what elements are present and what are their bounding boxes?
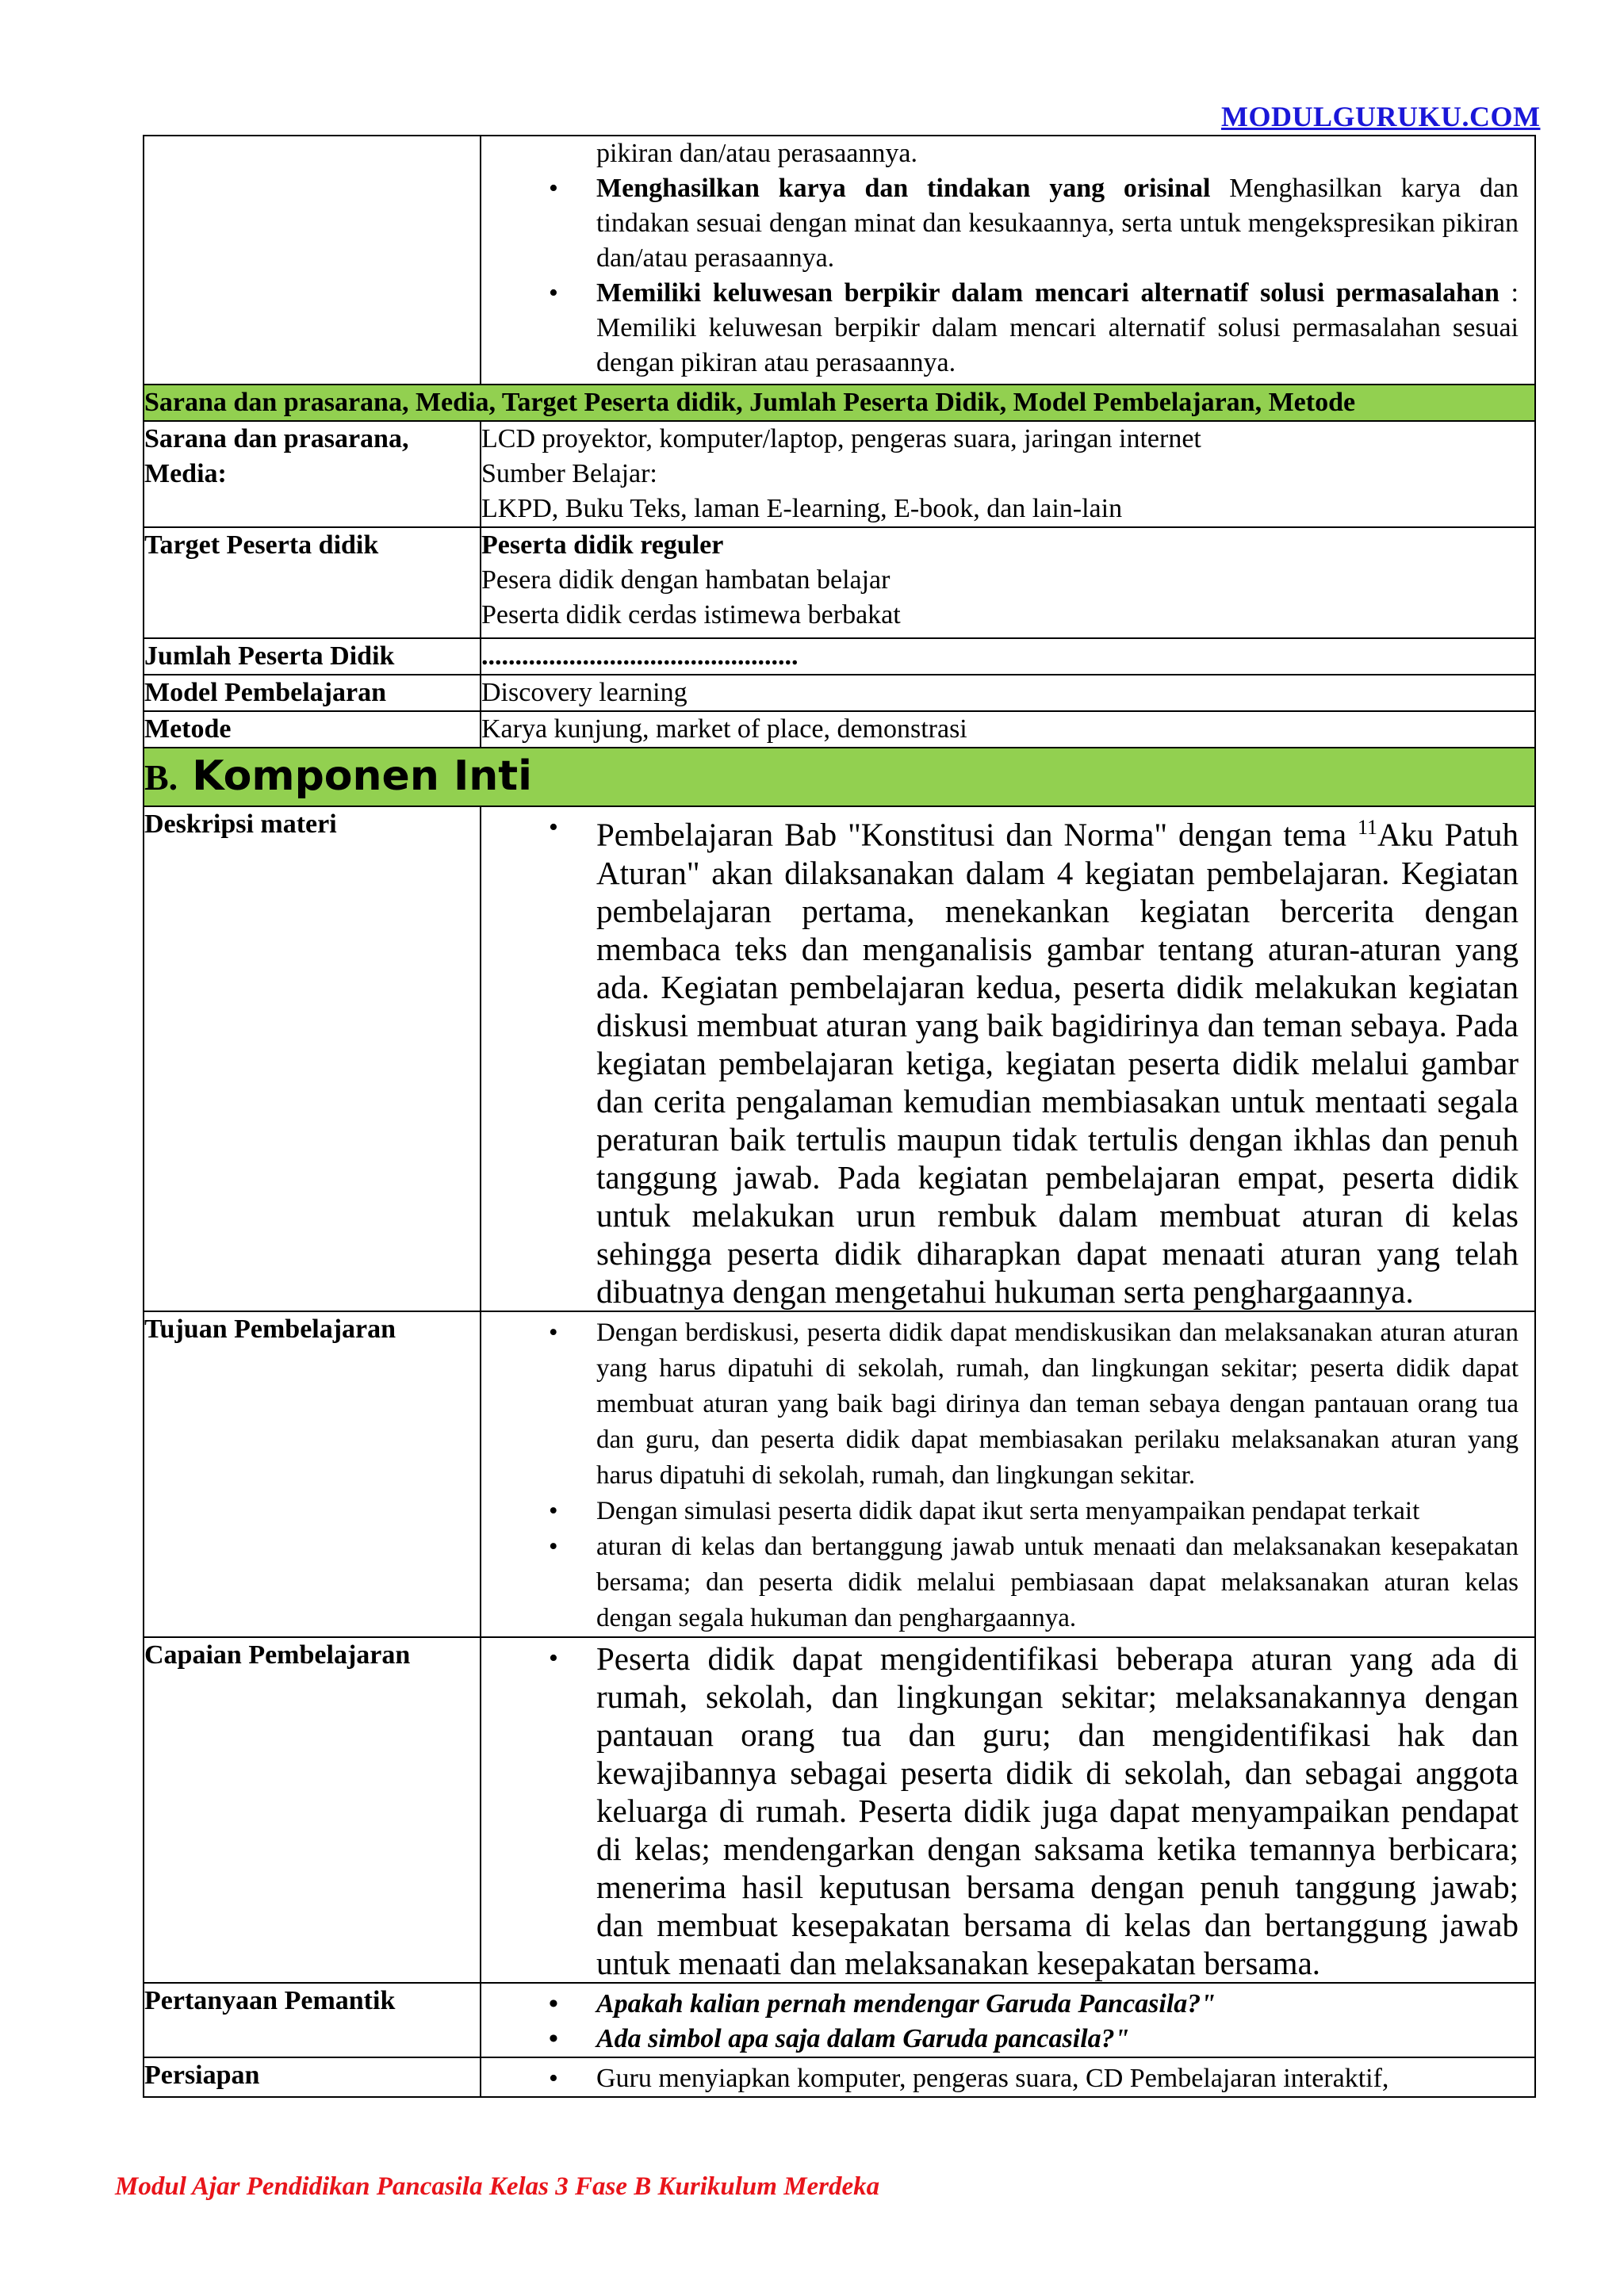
question-text: Ada simbol apa saja dalam Garuda pancasila?" — [596, 2023, 1130, 2053]
row-label-target: Target Peserta didik — [144, 527, 481, 638]
deskripsi-text-a: Pembelajaran Bab "Konstitusi dan Norma" dengan tema — [596, 816, 1358, 853]
section-letter: B. — [144, 757, 178, 798]
capaian-text: Peserta didik dapat mengidentifikasi beberapa aturan yang ada di rumah, sekolah, dan lingkungan sekitar; melaksanakannya dengan pantauan orang tua dan guru; dan mengidentifikasi hak dan kewajibannya sebagai peserta didik di sekolah, dan sebagai anggota keluarga di rumah. Peserta didik juga dapat menyampaikan pendapat di kelas; mendengarkan dengan saksama ketika temannya berbicara; menerima hasil keputusan bersama dengan penuh tanggung jawab; dan membuat kesepakatan bersama di kelas dan bertanggung jawab untuk menaati dan melaksanakan kesepakatan bersama. — [596, 1640, 1519, 1981]
bullet-text: Dengan simulasi peserta didik dapat ikut serta menyampaikan pendapat terkait — [596, 1496, 1420, 1525]
continued-content-cell — [481, 136, 1535, 385]
list-item — [481, 2061, 1534, 2096]
bullet-text: : Memiliki keluwesan berpikir dalam mencari alternatif solusi permasalahan sesuai dengan pikiran atau perasaannya. — [596, 278, 1519, 377]
table-row — [144, 2057, 1535, 2097]
row-label-model: Model Pembelajaran — [144, 675, 481, 711]
continued-line: pikiran dan/atau perasaannya. — [596, 139, 917, 168]
row-value-metode: Karya kunjung, market of place, demonstrasi — [481, 711, 1535, 748]
bullet-icon: • — [549, 174, 558, 203]
list-item — [481, 809, 1534, 1311]
section-a-header: Sarana dan prasarana, Media, Target Peserta didik, Jumlah Peserta Didik, Model Pembelajaran, Metode — [144, 385, 1535, 421]
row-value-tujuan — [481, 1311, 1535, 1637]
text-line: Sumber Belajar: — [481, 459, 657, 488]
row-value-persiapan — [481, 2057, 1535, 2097]
list-item — [481, 171, 1534, 276]
section-title: Komponen Inti — [192, 752, 532, 800]
list-item — [481, 1529, 1534, 1636]
table-row — [144, 1637, 1535, 1983]
table-row — [144, 421, 1535, 527]
continued-label-cell — [144, 136, 481, 385]
text-line: LCD proyektor, komputer/laptop, pengeras suara, jaringan internet — [481, 424, 1201, 453]
row-label-tujuan: Tujuan Pembelajaran — [144, 1311, 481, 1637]
bullet-icon: • — [549, 1318, 558, 1347]
text-line: Peserta didik cerdas istimewa berbakat — [481, 600, 901, 629]
table-row — [144, 675, 1535, 711]
table-row — [144, 638, 1535, 675]
bullet-icon: • — [549, 813, 558, 842]
list-item — [481, 1315, 1534, 1494]
row-value-target — [481, 527, 1535, 638]
bullet-text: aturan di kelas dan bertanggung jawab untuk menaati dan melaksanakan kesepakatan bersama; dan peserta didik melalui pembiasaan dapat melaksanakan aturan kelas dengan segala hukuman dan penghargaannya. — [596, 1532, 1519, 1632]
module-table — [143, 135, 1536, 2098]
bullet-text: Dengan berdiskusi, peserta didik dapat mendiskusikan dan melaksanakan aturan aturan yang harus dipatuhi di sekolah, rumah, dan lingkungan sekitar; peserta didik dapat membuat aturan yang baik bagi dirinya dan teman sebaya dengan pantauan orang tua dan guru, dan peserta didik dapat membiasakan perilaku melaksanakan aturan yang harus dipatuhi di sekolah, rumah, dan lingkungan sekitar. — [596, 1318, 1519, 1490]
row-value-deskripsi — [481, 806, 1535, 1311]
row-value-pemantik — [481, 1983, 1535, 2057]
list-item — [481, 1640, 1534, 1982]
bullet-icon: • — [549, 1496, 558, 1525]
bullet-icon: • — [549, 278, 558, 308]
row-value-sarana — [481, 421, 1535, 527]
row-value-jumlah: ............................................... — [481, 638, 1535, 675]
row-label-jumlah: Jumlah Peserta Didik — [144, 638, 481, 675]
site-link[interactable]: MODULGURUKU.COM — [1221, 101, 1541, 132]
bullet-bold: Memiliki keluwesan berpikir dalam mencari alternatif solusi permasalahan — [596, 278, 1500, 308]
row-label-sarana: Sarana dan prasarana, Media: — [144, 421, 481, 527]
bullet-bold: Menghasilkan karya dan tindakan yang orisinal — [596, 174, 1211, 203]
superscript: 11 — [1358, 816, 1378, 839]
row-value-model: Discovery learning — [481, 675, 1535, 711]
bullet-icon: • — [549, 1532, 558, 1561]
text-line: LKPD, Buku Teks, laman E-learning, E-book, dan lain-lain — [481, 494, 1123, 523]
list-item — [481, 276, 1534, 381]
section-a-header-row — [144, 385, 1535, 421]
bullet-icon: • — [549, 2063, 558, 2093]
text-line: Pesera didik dengan hambatan belajar — [481, 565, 891, 595]
row-label-capaian: Capaian Pembelajaran — [144, 1637, 481, 1983]
row-label-persiapan: Persiapan — [144, 2057, 481, 2097]
bullet-text: Guru menyiapkan komputer, pengeras suara, CD Pembelajaran interaktif, — [596, 2063, 1389, 2093]
list-item — [481, 2022, 1534, 2057]
row-label-pemantik: Pertanyaan Pemantik — [144, 1983, 481, 2057]
question-text: Apakah kalian pernah mendengar Garuda Pancasila?" — [596, 1988, 1216, 2019]
page-footer: Modul Ajar Pendidikan Pancasila Kelas 3 Fase B Kurikulum Merdeka — [115, 2172, 880, 2201]
list-item — [481, 1494, 1534, 1529]
bullet-text: Menghasilkan karya dan tindakan sesuai dengan minat dan kesukaannya, serta untuk mengekspresikan pikiran dan/atau perasaannya. — [596, 174, 1519, 273]
row-label-metode: Metode — [144, 711, 481, 748]
row-value-capaian — [481, 1637, 1535, 1983]
deskripsi-text-b: Aku Patuh Aturan" akan dilaksanakan dalam 4 kegiatan pembelajaran. Kegiatan pembelajaran pertama, menekankan kegiatan bercerita dengan membaca teks dan menganalisis gambar tentang aturan-aturan yang ada. Kegiatan pembelajaran kedua, peserta didik melakukan kegiatan diskusi membuat aturan yang baik bagidirinya dan teman sebaya. Pada kegiatan pembelajaran ketiga, kegiatan peserta didik melalui gambar dan cerita pengalaman kemudian membiasakan untuk mentaati segala peraturan baik tertulis maupun tidak tertulis dengan ikhlas dan penuh tanggung jawab. Pada kegiatan pembelajaran empat, peserta didik untuk melakukan urun rembuk dalam membuat aturan di kelas sehingga peserta didik diharapkan dapat menaati aturan yang telah dibuatnya dengan mengetahui hukuman serta penghargaannya. — [596, 816, 1519, 1310]
text-line-bold: Peserta didik reguler — [481, 530, 724, 560]
table-row — [144, 806, 1535, 1311]
bullet-icon: • — [549, 2023, 558, 2053]
row-label-deskripsi: Deskripsi materi — [144, 806, 481, 1311]
section-b-row — [144, 748, 1535, 806]
continued-row — [144, 136, 1535, 385]
table-row — [144, 711, 1535, 748]
list-item — [481, 1987, 1534, 2022]
table-row — [144, 1311, 1535, 1637]
table-row — [144, 527, 1535, 638]
bullet-icon: • — [549, 1643, 558, 1673]
section-b-header — [144, 748, 1535, 806]
table-row — [144, 1983, 1535, 2057]
bullet-icon: • — [549, 1988, 558, 2019]
